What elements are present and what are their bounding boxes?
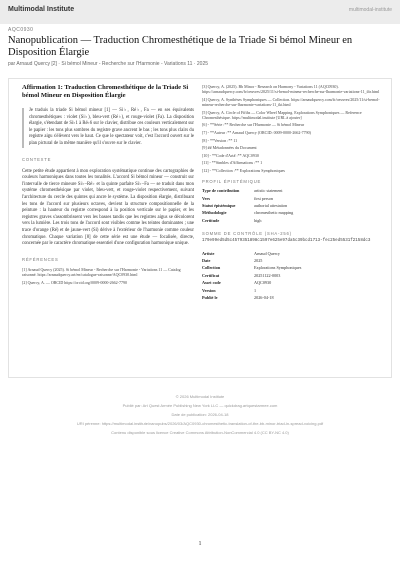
context-body: Cette petite étude appartient à mon exploration systématique continue des cartographies de couleurs harmoniques dans toutes les tonalités. L'accord Si bémol mineur — construit sur l'intervalle de tierce mineure Si♭–Ré♭ et la quinte parfaite Si♭–Fa — se traduit dans mon système chromesthésique par violet, bleu-vert, et rouge-violet respectivement, suivant l'architecture du cercle des quintes qui ancre le système. La disposition élargie, distribuant les tons de l'accord sur plusieurs octaves, devient la structure compositionnelle de la peinture : la hauteur du registre correspond à la position verticale sur le papier, et les registres graves s'assombrissent vers les basses tandis que les registres aigus se décolorent vers la lumière. Les trois tons de l'accord sont visibles comme les teintes dominantes ; une trace d'orange (Ré) et de jaune-vert (Si) dérive à l'extérieur de l'harmonie comme couleur chromatique. Chaque variation [8] de cette série est une étude — focalisée, directe, concernée par le caractère chromatique essentiel d'une configuration harmonique unique. [22, 168, 194, 247]
site-header [0, 0, 400, 24]
meta-key: Artiste [202, 250, 215, 256]
checksum-label: SOMME DE CONTRÔLE (SHA-256) [202, 231, 292, 237]
site-slug[interactable]: multimodal-institute [348, 7, 392, 13]
profile-value: first person [254, 195, 273, 201]
profile-row [202, 188, 386, 195]
document-id: AQC0930 [8, 27, 34, 33]
profile-key: Certitude [202, 217, 220, 223]
meta-value: 20251122-0003 [254, 272, 281, 278]
reference-item[interactable]: [4] Quercy, A. Synthèses Symphoniques — Collection. https://arnaudquercy.com/fr/oeuvres/2025/11/si-bemol-mineur-recherche-sur-lharmonie-variations-11_ikt.html [202, 96, 380, 107]
claim-heading: Affirmation 1: Traduction Chromesthétique de la Triade Si bémol Mineur en Disposition Élargie [22, 84, 189, 99]
meta-key: Certificat [202, 272, 220, 278]
meta-row [202, 258, 386, 265]
reference-item[interactable]: [3] Quercy, A. (2025). Bb Minor - Research on Harmony - Variations 11 (AQC0930). https://arnaudquercy.com/fr/oeuvres/2025/11/si-bemol-mineur-recherche-sur-lharmonie-variations-11_iltr.html [202, 84, 380, 95]
context-label: CONTEXTE [22, 156, 52, 162]
meta-key: Version [202, 287, 216, 293]
page-number: 1 [198, 541, 202, 547]
references-label: RÉFÉRENCES [22, 256, 59, 262]
reference-item[interactable]: [2] Quercy, A. — ORCID https://orcid.org/0009-0000-2662-7790 [22, 280, 127, 286]
profile-row [202, 210, 386, 217]
meta-key: Publié le [202, 295, 218, 301]
profile-row [202, 196, 386, 203]
reference-item: [9] ## Métadonnées du Document [202, 145, 257, 151]
meta-row [202, 251, 386, 258]
meta-key: Collection [202, 265, 221, 271]
meta-value: Arnaud Quercy [254, 250, 280, 256]
profile-key: Méthodologie [202, 210, 227, 216]
side-reference-list [202, 84, 386, 173]
reference-list [22, 267, 194, 286]
meta-key: Date [202, 258, 211, 263]
abstract-quote: Je traduis la triade Si bémol mineur [1] — Si♭, Ré♭, Fa — en ses équivalents chromesthétiques : violet (Si♭), bleu-vert (Ré♭), et rouge-violet (Fa). La disposition élargie, s'étendant de Si♭1 à Ré♭6 sur le clavier, distribue ces couleurs verticalement sur le papier : les tons plus sombres du registre grave ancrent le bas ; les tons plus clairs du registre aigu s'élèvent vers le haut. Ce que le spectateur voit, c'est l'accord ouvert sur le plan pictural de la même manière qu'il s'ouvre sur le clavier. [22, 108, 194, 148]
reference-item: [8] - **Version :** 11 [202, 137, 238, 143]
profile-key: Vers [202, 195, 210, 201]
profile-label: PROFIL ÉPISTÉMIQUE [202, 179, 262, 185]
meta-row [202, 273, 386, 280]
profile-value: chromesthetic mapping [254, 210, 294, 216]
meta-key: Asset code [202, 280, 221, 286]
reference-item: [12] - **Collection :** Explorations Symphoniques [202, 167, 285, 173]
reference-item: [6] - **Série :** Recherche sur l'Harmonie — Si bémol Mineur [202, 122, 305, 128]
footer-publisher[interactable]: Publié par: Art Quest Armée Publishing New York LLC — quickdrag.artquestarmee.com [122, 403, 278, 408]
meta-value: 1 [254, 287, 257, 293]
reference-item[interactable]: [1] Arnaud Quercy (2025). Si bémol Mineur - Recherche sur l'Harmonie - Variations 11 — Catalog raisonné. https://arnaudquercy.art/en/catalogue-raisonne/AQC0930.html [22, 266, 181, 277]
reference-item[interactable]: [5] Quercy, A. Circle of Fifths — Color Wheel Mapping. Explorations Symphoniques — Reference Chromesthésique. https://multimodal.institute [URL à ajouter] [202, 109, 362, 120]
meta-row [202, 288, 386, 295]
reference-item: [11] - **Simbles d'Affirmations :** 1 [202, 160, 263, 166]
meta-row [202, 295, 386, 302]
metadata-table [202, 251, 386, 303]
footer-date: Date de publication: 2026-04-18 [171, 412, 229, 417]
meta-row [202, 265, 386, 272]
meta-row [202, 280, 386, 287]
page-title: Nanopublication — Traduction Chromesthétique de la Triade Si bémol Mineur en Disposition Élargie [8, 35, 353, 58]
meta-value: AQC0930 [254, 280, 272, 286]
side-column [202, 84, 386, 302]
page-footer [0, 392, 400, 437]
profile-value: high [254, 217, 262, 223]
profile-key: Statut épistémique [202, 202, 236, 208]
reference-item: [7] - **Auteur :** Arnaud Quercy (ORCID: 0009-0000-2662-7790) [202, 129, 311, 135]
footer-license[interactable]: Contenu disponible sous licence Creative Commons Attribution-NonCommercial 4.0 (CC BY-NC 4.0) [111, 430, 289, 435]
profile-key: Type de contribution [202, 188, 240, 194]
site-name[interactable]: Multimodal Institute [8, 6, 75, 13]
meta-value: Explorations Symphoniques [254, 265, 302, 271]
profile-value: artistic statement [254, 188, 283, 194]
main-column [22, 84, 194, 288]
footer-permanent-uri[interactable]: URI pérenne: https://multimodal.institute/nanopubs/2026/03/AQC0930-chromesthetic-translation-of-the-bb-minor-triad-in-spread-voicing.pdf [76, 421, 324, 426]
checksum-value: 179e99ed5d5c4579351898c1597e625e97da5c39bcd1713-fec25ed5531f2158dc3 [202, 239, 371, 244]
profile-table [202, 188, 386, 225]
reference-item: [10] - **Code d'Art# :** AQC0930 [202, 152, 259, 158]
meta-value: 2026-04-18 [254, 295, 274, 301]
profile-value: authorial attestation [254, 202, 288, 208]
profile-row [202, 203, 386, 210]
footer-copyright: © 2026 Multimodal Institute [175, 394, 225, 399]
profile-row [202, 218, 386, 225]
byline: par Arnaud Quercy [2] · Si bémol Mineur - Recherche sur l'Harmonie - Variations 11 · 2025 [8, 61, 209, 67]
meta-value: 2025 [254, 258, 263, 263]
